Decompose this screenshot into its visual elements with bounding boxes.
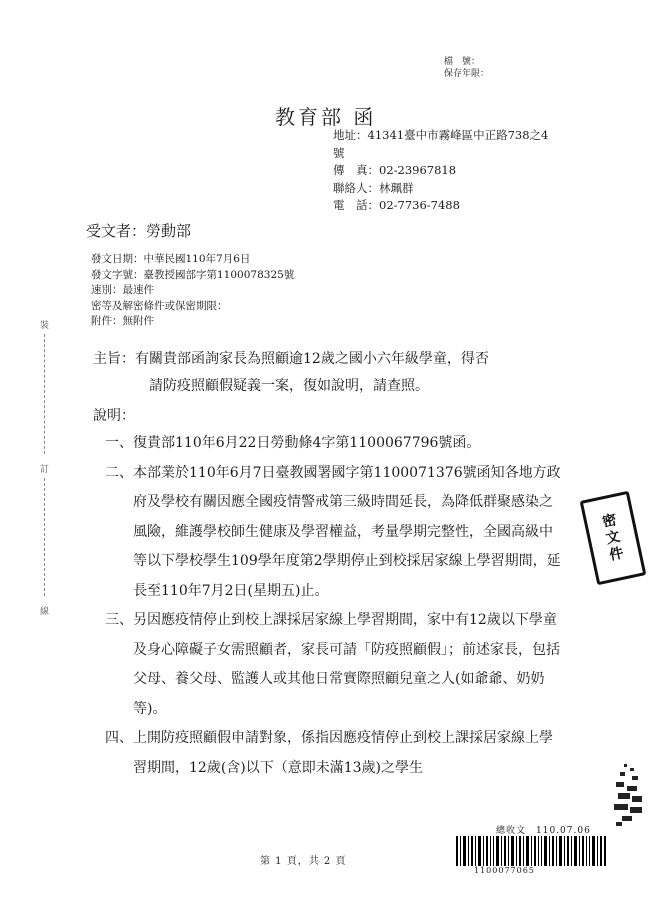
item-text: 另因應疫情停止到校上課採居家線上學習期間，家中有12歲以下學童及身心障礙子女需照顧者，家長可請「防疫照顧假」；前述家長，包括父母、養父母、監護人或其他日常實際照顧兒童之人(如爺爺、奶奶等)。 (133, 612, 560, 717)
file-number-label: 檔 號： (444, 57, 481, 67)
binding-dashed-line (44, 478, 46, 596)
contact-person: 聯絡人：林珮群 (333, 180, 414, 195)
document-number: 發文字號：臺教授國部字第1100078325號 (91, 268, 295, 281)
item-number: 三、 (105, 612, 133, 628)
list-item (93, 459, 563, 607)
seal-char: 件 (607, 544, 625, 564)
fax: 傳 真：02-23967818 (333, 163, 457, 177)
explanation-heading: 說明： (93, 408, 135, 424)
subject-line-2: 請防疫照顧假疑義一案，復如說明，請查照。 (149, 378, 429, 394)
seal-char: 文 (604, 528, 622, 547)
barcode-icon (456, 836, 606, 866)
recipient: 受文者：勞動部 (86, 222, 192, 240)
phone: 電 話：02-7736-7488 (333, 198, 460, 212)
item-text: 本部業於110年6月7日臺教國署國字第1100071376號函知各地方政府及學校有關因應全國疫情警戒第三級時間延長，為降低群聚感染之風險，維護學校師生健康及學習權益，考量學期完整性，全國高級中等以下學校學生109學年度第2學期停止到校採居家線上學習期間，延長至110年7月2日(星期五)止。 (133, 464, 561, 599)
scan-artifact-icon (612, 760, 646, 830)
barcode-number: 1100077065 (474, 866, 535, 875)
retention-period-label: 保存年限： (444, 69, 490, 79)
item-text: 上開防疫照顧假申請對象，係指因應疫情停止到校上課採居家線上學習期間，12歲(含)以下（意即未滿13歲)之學生 (133, 730, 553, 776)
urgency: 速別：最速件 (91, 284, 154, 296)
receipt-stamp: 總收文 110.07.06 (496, 826, 591, 836)
subject (93, 346, 489, 400)
seal-char: 密 (600, 511, 618, 531)
address: 地址：41341臺中市霧峰區中正路738之4號 (333, 128, 549, 160)
contact-block (333, 127, 558, 215)
line-mark: 線 (40, 607, 50, 617)
document-meta (91, 252, 294, 330)
list-item (93, 429, 563, 459)
list-item (93, 606, 563, 724)
explanation-list (93, 429, 563, 783)
list-item (93, 724, 563, 783)
binding-mark: 裝 (40, 321, 50, 331)
binding-dashed-line (44, 334, 46, 454)
item-number: 一、 (105, 435, 133, 451)
issue-date: 發文日期：中華民國110年7月6日 (91, 253, 251, 265)
attachments: 附件：無附件 (91, 315, 154, 327)
staple-mark: 訂 (40, 465, 50, 475)
agency-title: 教育部 函 (275, 105, 377, 129)
page-number: 第 1 頁，共 2 頁 (260, 856, 347, 867)
security-level: 密等及解密條件或保密期限： (91, 299, 228, 312)
file-number-block (444, 56, 489, 80)
subject-line-1: 主旨：有關貴部函詢家長為照顧逾12歲之國小六年級學童，得否 (93, 351, 489, 367)
official-seal (580, 491, 647, 586)
item-text: 復貴部110年6月22日勞動條4字第1100067796號函。 (133, 435, 481, 451)
item-number: 二、 (105, 464, 133, 481)
item-number: 四、 (105, 730, 133, 746)
